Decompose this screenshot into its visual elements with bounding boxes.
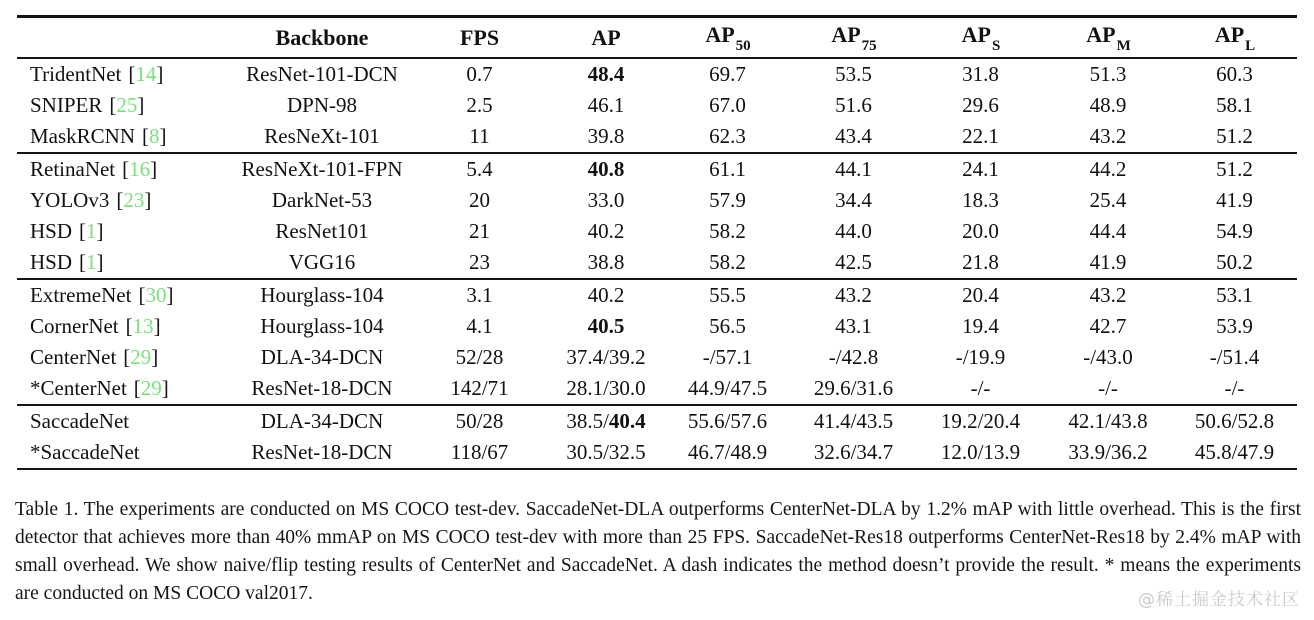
ap-cell: 46.1: [587, 93, 625, 117]
ap50-cell: 58.2: [709, 219, 746, 243]
method-name: CenterNet: [30, 345, 117, 369]
backbone-cell: DarkNet-53: [271, 188, 373, 212]
method-cell: [17, 188, 232, 213]
ap75-cell: 41.4/43.5: [813, 409, 894, 433]
citation-number: 29: [140, 376, 162, 400]
citation-number: 25: [116, 93, 138, 117]
fps-cell: 11: [469, 124, 490, 148]
apl-cell: 53.9: [1216, 314, 1253, 338]
method-name: CornerNet: [30, 314, 119, 338]
backbone-cell: ResNet101: [275, 219, 369, 243]
apm-cell: -/-: [1098, 376, 1118, 400]
apm-cell: 43.2: [1089, 283, 1127, 307]
ap50-cell: 62.3: [709, 124, 746, 148]
apm-cell: 41.9: [1089, 250, 1127, 274]
ap75-cell: 44.0: [835, 219, 872, 243]
aps-cell: -/-: [970, 376, 991, 400]
header-ap50: $AP_{50}$: [705, 22, 751, 54]
table-row: [17, 154, 1297, 185]
method-cell: [17, 219, 232, 244]
fps-cell: 5.4: [466, 157, 493, 181]
citation-number: 8: [149, 124, 160, 148]
apl-cell: 50.2: [1216, 250, 1253, 274]
ap50-cell: 57.9: [709, 188, 746, 212]
citation-ref: [29]: [133, 376, 169, 400]
backbone-cell: Hourglass-104: [260, 283, 384, 307]
row-group: [17, 59, 1297, 154]
method-name: MaskRCNN: [30, 124, 136, 148]
ap75-cell: -/42.8: [828, 345, 879, 369]
backbone-cell: VGG16: [288, 250, 356, 274]
ap50-cell: 44.9/47.5: [687, 376, 768, 400]
aps-cell: -/19.9: [955, 345, 1006, 369]
citation-ref: [30]: [138, 283, 174, 307]
table-row: [17, 216, 1297, 247]
ap-cell: 48.4: [587, 62, 625, 86]
fps-cell: 21: [469, 219, 490, 243]
row-group: [17, 280, 1297, 406]
aps-cell: 19.4: [962, 314, 999, 338]
apl-cell: 41.9: [1216, 188, 1253, 212]
apl-cell: -/-: [1224, 376, 1245, 400]
header-backbone: Backbone: [275, 24, 369, 50]
ap-cell: 30.5/32.5: [566, 440, 646, 464]
method-cell: [17, 345, 232, 370]
apl-cell: 51.2: [1216, 124, 1253, 148]
table-row: [17, 311, 1297, 342]
ap-cell: 40.2: [587, 219, 625, 243]
apm-cell: 33.9/36.2: [1068, 440, 1148, 464]
method-cell: [17, 283, 232, 308]
ap-cell: 33.0: [587, 188, 625, 212]
ap-cell: 28.1/30.0: [566, 376, 646, 400]
aps-cell: 19.2/20.4: [940, 409, 1021, 433]
table-row: [17, 406, 1297, 437]
aps-cell: 20.4: [962, 283, 999, 307]
aps-cell: 18.3: [962, 188, 999, 212]
ap-cell: 37.4/39.2: [566, 345, 646, 369]
ap75-cell: 43.1: [835, 314, 872, 338]
citation-ref: [8]: [142, 124, 167, 148]
apm-cell: 25.4: [1089, 188, 1127, 212]
ap-cell: 40.5: [587, 314, 625, 338]
method-name: SNIPER: [30, 93, 103, 117]
apl-cell: 60.3: [1216, 62, 1253, 86]
ap50-cell: 69.7: [709, 62, 746, 86]
apm-cell: 44.4: [1089, 219, 1127, 243]
fps-cell: 142/71: [450, 376, 509, 400]
method-cell: [17, 124, 232, 149]
ap75-cell: 43.2: [835, 283, 872, 307]
backbone-cell: Hourglass-104: [260, 314, 384, 338]
table-header-row: [17, 18, 1297, 59]
header-ap75: $AP_{75}$: [831, 22, 877, 54]
aps-cell: 24.1: [962, 157, 999, 181]
ap75-cell: 53.5: [835, 62, 872, 86]
table-caption: Table 1. The experiments are conducted on MS COCO test-dev. SaccadeNet-DLA outperforms CenterNet-DLA by 1.2% mAP with little overhead. This is the first detector that achieves more than 40% mmAP on MS COCO test-dev with more than 25 FPS. SaccadeNet-Res18 outperforms CenterNet-Res18 by 2.4% mAP with small overhead. We show naive/flip testing results of CenterNet and SaccadeNet. A dash indicates the method doesn’t provide the result. * means the experiments are conducted on MS COCO val2017.: [15, 499, 1301, 604]
aps-cell: 29.6: [962, 93, 999, 117]
aps-cell: 22.1: [962, 124, 999, 148]
fps-cell: 2.5: [466, 93, 493, 117]
header-ap: AP: [591, 24, 621, 50]
apm-cell: 42.1/43.8: [1068, 409, 1148, 433]
method-cell: [17, 440, 232, 465]
backbone-cell: ResNet-18-DCN: [251, 376, 393, 400]
fps-cell: 50/28: [455, 409, 504, 433]
table-row: [17, 90, 1297, 121]
ap-cell: 39.8: [587, 124, 625, 148]
apl-cell: 54.9: [1216, 219, 1253, 243]
header-apl: $AP_L$: [1214, 22, 1256, 54]
ap50-cell: 56.5: [709, 314, 746, 338]
row-group: [17, 154, 1297, 280]
table-row: [17, 185, 1297, 216]
method-name: TridentNet: [30, 62, 122, 86]
citation-ref: [1]: [79, 219, 104, 243]
citation-number: 16: [129, 157, 151, 181]
header-apm: $AP_M$: [1086, 22, 1131, 54]
table-row: [17, 280, 1297, 311]
backbone-cell: ResNeXt-101-FPN: [241, 157, 403, 181]
method-name: YOLOv3: [30, 188, 110, 212]
method-cell: [17, 250, 232, 275]
ap-cell: 38.8: [587, 250, 625, 274]
header-fps: FPS: [459, 24, 500, 50]
results-table: [17, 15, 1297, 470]
aps-cell: 20.0: [962, 219, 999, 243]
apl-cell: 51.2: [1216, 157, 1253, 181]
apm-cell: 42.7: [1089, 314, 1127, 338]
backbone-cell: ResNet-18-DCN: [251, 440, 393, 464]
ap75-cell: 43.4: [835, 124, 872, 148]
row-group: [17, 406, 1297, 468]
ap50-cell: 46.7/48.9: [687, 440, 768, 464]
table-row: [17, 59, 1297, 90]
apm-cell: 43.2: [1089, 124, 1127, 148]
method-cell: [17, 376, 232, 401]
table-body: [17, 59, 1297, 468]
method-name: *SaccadeNet: [30, 440, 140, 464]
method-name: HSD: [30, 250, 73, 274]
fps-cell: 20: [469, 188, 490, 212]
apl-cell: 53.1: [1216, 283, 1253, 307]
apl-cell: -/51.4: [1209, 345, 1260, 369]
ap50-cell: 61.1: [709, 157, 746, 181]
ap75-cell: 51.6: [835, 93, 872, 117]
ap50-cell: 67.0: [709, 93, 746, 117]
aps-cell: 21.8: [962, 250, 999, 274]
ap50-cell: -/57.1: [702, 345, 753, 369]
citation-ref: [29]: [123, 345, 159, 369]
fps-cell: 3.1: [466, 283, 493, 307]
backbone-cell: DPN-98: [286, 93, 357, 117]
method-cell: [17, 93, 232, 118]
citation-number: 14: [135, 62, 157, 86]
citation-ref: [1]: [79, 250, 104, 274]
ap-cell: 40.2: [587, 283, 625, 307]
table-row: [17, 121, 1297, 152]
fps-cell: 118/67: [450, 440, 509, 464]
backbone-cell: DLA-34-DCN: [260, 345, 384, 369]
citation-number: 23: [123, 188, 145, 212]
method-name: ExtremeNet: [30, 283, 132, 307]
citation-number: 30: [145, 283, 167, 307]
ap75-cell: 29.6/31.6: [813, 376, 894, 400]
method-cell: [17, 314, 232, 339]
ap50-cell: 58.2: [709, 250, 746, 274]
method-name: SaccadeNet: [30, 409, 130, 433]
method-cell: [17, 62, 232, 87]
aps-cell: 12.0/13.9: [940, 440, 1021, 464]
method-cell: [17, 157, 232, 182]
table-row: [17, 373, 1297, 404]
method-name: *CenterNet: [30, 376, 127, 400]
table-row: [17, 437, 1297, 468]
ap-cell: 38.5/40.4: [566, 409, 646, 433]
apm-cell: 44.2: [1089, 157, 1127, 181]
ap50-cell: 55.6/57.6: [687, 409, 768, 433]
citation-ref: [23]: [116, 188, 152, 212]
citation-ref: [25]: [109, 93, 145, 117]
fps-cell: 0.7: [466, 62, 493, 86]
backbone-cell: ResNet-101-DCN: [246, 62, 398, 86]
apm-cell: -/43.0: [1083, 345, 1133, 369]
fps-cell: 52/28: [455, 345, 504, 369]
backbone-cell: ResNeXt-101: [264, 124, 380, 148]
citation-number: 13: [132, 314, 154, 338]
table-row: [17, 247, 1297, 278]
ap75-cell: 34.4: [835, 188, 872, 212]
method-name: HSD: [30, 219, 73, 243]
header-aps: $AP_S$: [961, 22, 1001, 54]
ap50-cell: 55.5: [709, 283, 746, 307]
watermark: @稀土掘金技术社区: [1138, 590, 1300, 610]
citation-number: 1: [86, 219, 97, 243]
citation-ref: [14]: [128, 62, 164, 86]
table-row: [17, 342, 1297, 373]
citation-ref: [13]: [125, 314, 161, 338]
apl-cell: 50.6/52.8: [1194, 409, 1275, 433]
citation-ref: [16]: [122, 157, 158, 181]
citation-number: 1: [86, 250, 97, 274]
aps-cell: 31.8: [962, 62, 999, 86]
backbone-cell: DLA-34-DCN: [260, 409, 384, 433]
apl-cell: 45.8/47.9: [1194, 440, 1275, 464]
citation-number: 29: [130, 345, 152, 369]
ap-cell: 40.8: [587, 157, 625, 181]
method-name: RetinaNet: [30, 157, 116, 181]
ap75-cell: 32.6/34.7: [813, 440, 894, 464]
apl-cell: 58.1: [1216, 93, 1253, 117]
method-cell: [17, 409, 232, 434]
apm-cell: 51.3: [1089, 62, 1127, 86]
apm-cell: 48.9: [1089, 93, 1127, 117]
fps-cell: 23: [469, 250, 490, 274]
ap75-cell: 42.5: [835, 250, 872, 274]
fps-cell: 4.1: [466, 314, 493, 338]
ap75-cell: 44.1: [835, 157, 872, 181]
